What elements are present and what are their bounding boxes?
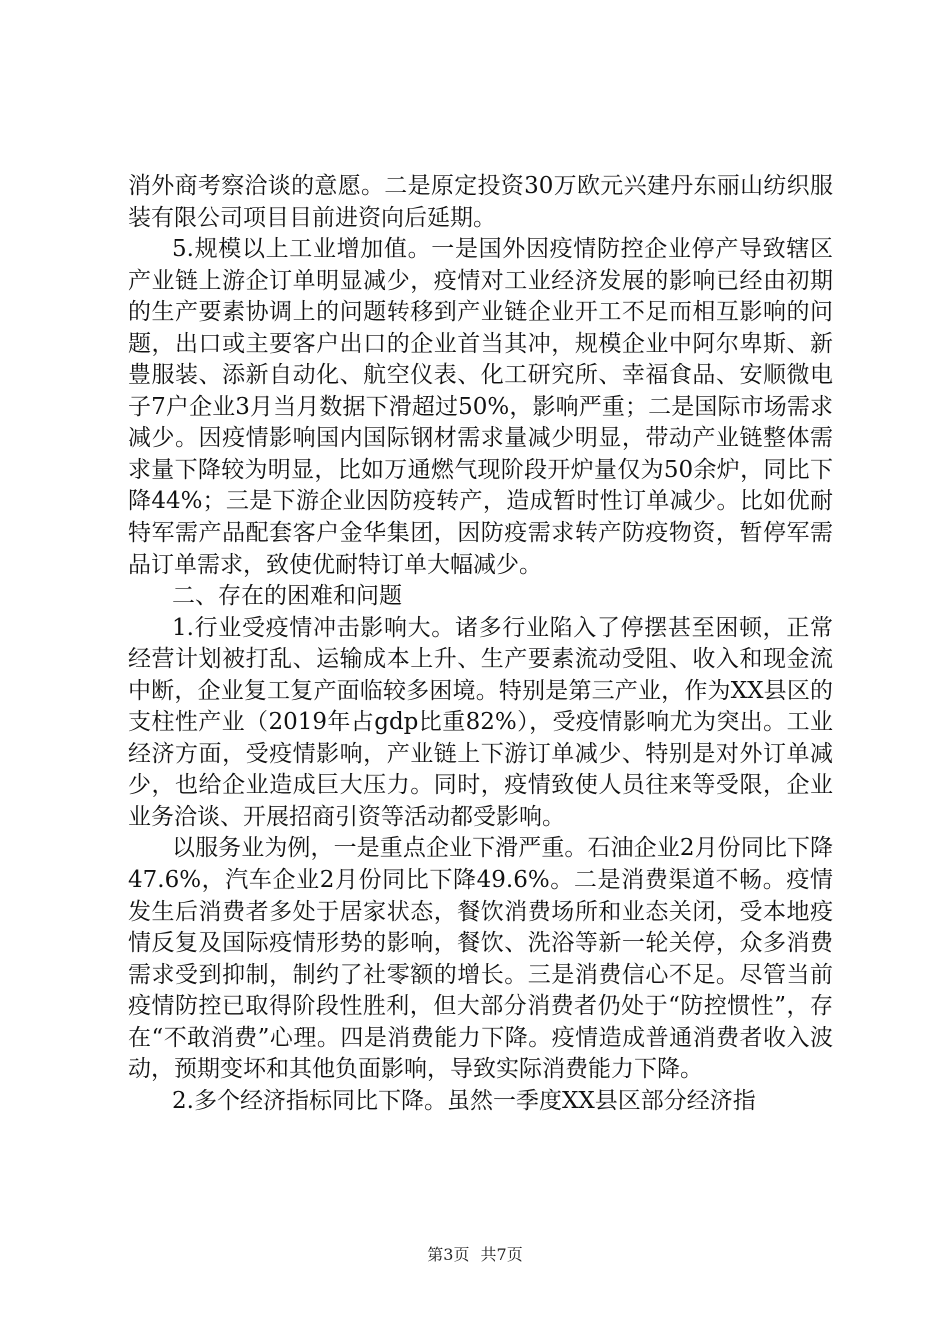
page-total: 共7页	[480, 1245, 523, 1264]
paragraph-economic-indicators: 2.多个经济指标同比下降。虽然一季度XX县区部分经济指	[172, 1087, 756, 1114]
paragraph-industry-impact: 1.行业受疫情冲击影响大。诸多行业陷入了停摆甚至困顿，正常经营计划被打乱、运输成本上升、生产要素流动受阻、收入和现金流中断，企业复工复产面临较多困境。特别是第三产业，作为XX县区的支柱性产业（2019年占gdp比重82%），受疫情影响尤为突出。工业经济方面，受疫情影响，产业链上下游订单减少、特别是对外订单减少，也给企业造成巨大压力。同时，疫情致使人员往来等受限，企业业务洽谈、开展招商引资等活动都受影响。	[128, 614, 833, 830]
page-number: 第3页	[427, 1245, 470, 1264]
page-footer	[0, 1245, 950, 1265]
paragraph-service-industry: 以服务业为例，一是重点企业下滑严重。石油企业2月份同比下降47.6%，汽车企业2月份同比下降49.6%。二是消费渠道不畅。疫情发生后消费者多处于居家状态，餐饮消费场所和业态关闭，受本地疫情反复及国际疫情形势的影响，餐饮、洗浴等新一轮关停，众多消费需求受到抑制，制约了社零额的增长。三是消费信心不足。尽管当前疫情防控已取得阶段性胜利，但大部分消费者仍处于“防控惯性”，存在“不敢消费”心理。四是消费能力下降。疫情造成普通消费者收入波动，预期变坏和其他负面影响，导致实际消费能力下降。	[128, 835, 833, 1083]
paragraph-industrial-value-added: 5.规模以上工业增加值。一是国外因疫情防控企业停产导致辖区产业链上游企订单明显减少，疫情对工业经济发展的影响已经由初期的生产要素协调上的问题转移到产业链企业开工不足而相互影响的问题，出口或主要客户出口的企业首当其冲，规模企业中阿尔卑斯、新豊服装、添新自动化、航空仪表、化工研究所、幸福食品、安顺微电子7户企业3月当月数据下滑超过50%，影响严重；二是国际市场需求减少。因疫情影响国内国际钢材需求量减少明显，带动产业链整体需求量下降较为明显，比如万通燃气现阶段开炉量仅为50余炉，同比下降44%；三是下游企业因防疫转产，造成暂时性订单减少。比如优耐特军需产品配套客户金华集团，因防疫需求转产防疫物资，暂停军需品订单需求，致使优耐特订单大幅减少。	[128, 236, 833, 578]
paragraph-continuation: 消外商考察洽谈的意愿。二是原定投资30万欧元兴建丹东丽山纺织服装有限公司项目目前进资向后延期。	[128, 173, 833, 231]
section-heading-difficulties: 二、存在的困难和问题	[172, 583, 402, 610]
document-body	[128, 171, 833, 1117]
